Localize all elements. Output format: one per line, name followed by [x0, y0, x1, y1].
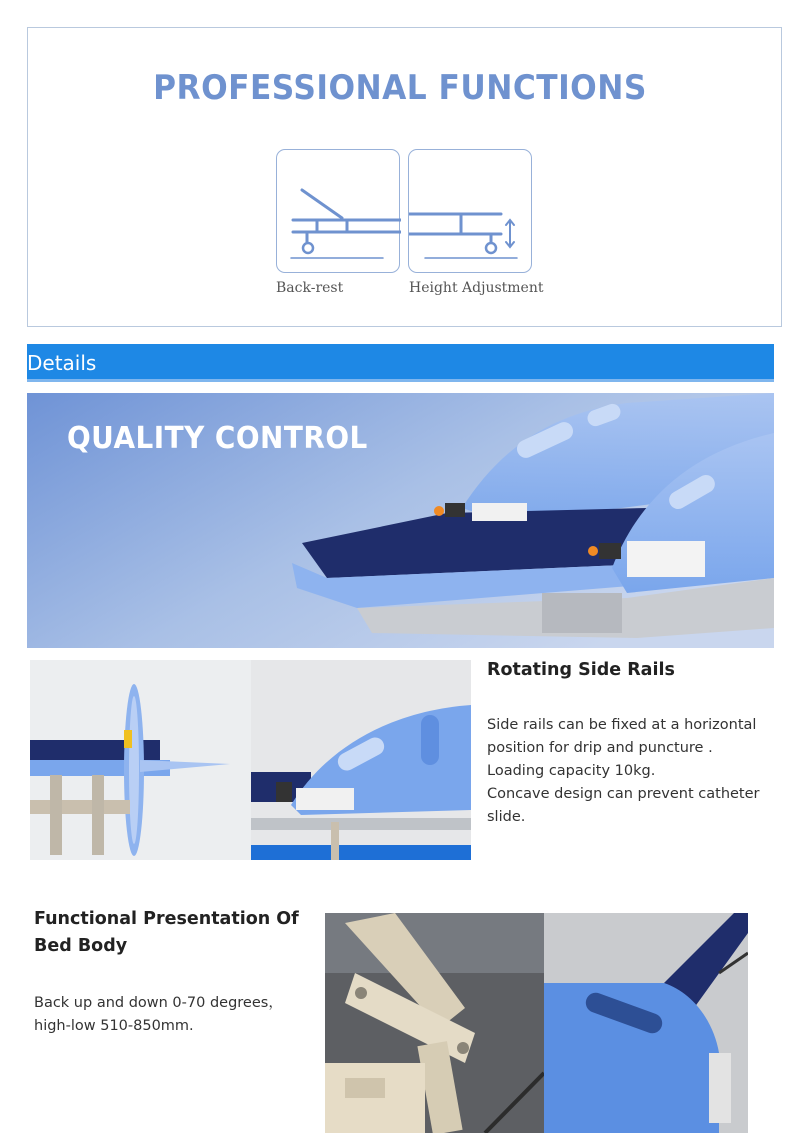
quality-control-banner — [27, 393, 774, 648]
back-rest-label: Back-rest — [276, 280, 344, 296]
height-adjustment-icon — [409, 150, 533, 274]
text-line: position for drip and puncture . — [487, 740, 713, 756]
text-line: Loading capacity 10kg. — [487, 763, 656, 779]
frame-mechanism-photo — [325, 913, 544, 1133]
height-adjustment-card — [408, 149, 532, 273]
details-bar — [27, 344, 774, 382]
text-line: high-low 510-850mm. — [34, 1018, 194, 1034]
text-line: Back up and down 0-70 degrees， — [34, 995, 283, 1011]
professional-functions-title: PROFESSIONAL FUNCTIONS — [153, 68, 647, 108]
rotating-side-rails-description — [487, 714, 760, 829]
rotating-side-rails-heading: Rotating Side Rails — [487, 660, 675, 680]
back-rest-icon — [277, 150, 401, 274]
bed-body-heading: Functional Presentation Of Bed Body — [34, 909, 299, 956]
height-adjustment-label: Height Adjustment — [409, 280, 544, 296]
text-line: slide. — [487, 809, 526, 825]
bed-body-description — [34, 992, 283, 1038]
side-rail-rotated-photo — [30, 660, 251, 860]
back-rest-card — [276, 149, 400, 273]
side-rail-concave-photo — [251, 660, 471, 860]
quality-control-title: QUALITY CONTROL — [67, 421, 368, 456]
backrest-angle-photo — [544, 913, 748, 1133]
text-line: Side rails can be fixed at a horizontal — [487, 717, 757, 733]
details-label: Details — [27, 351, 97, 375]
text-line: Concave design can prevent catheter — [487, 786, 760, 802]
